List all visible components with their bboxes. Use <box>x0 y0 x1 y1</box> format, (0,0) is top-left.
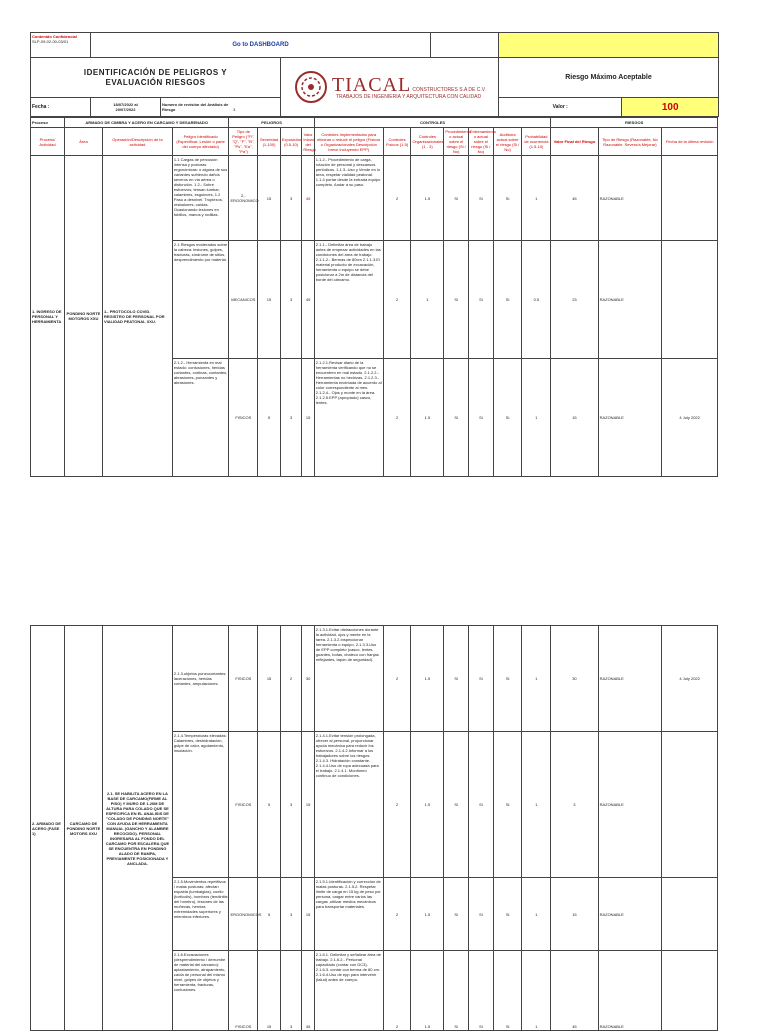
valor-inicial-cell: 45 <box>302 156 314 241</box>
peligro-cell: 2.1.3.objetos punzocortantes: laceraciones, heridas cortantes, amputaciones. <box>172 626 229 732</box>
c-fisicos-cell: 2 <box>383 878 411 951</box>
entr-cell: Si <box>469 156 494 241</box>
valor-final-cell: 3 <box>551 732 598 878</box>
entr-cell: Si <box>469 359 494 477</box>
proc-cell: Si <box>444 732 469 878</box>
exposicion-cell: 3 <box>280 951 302 1031</box>
exposicion-cell: 3 <box>280 359 302 477</box>
col-peligro: Peligro Identificado (Especificar: Lesión o parte del cuerpo afectado) <box>172 128 229 156</box>
controles-cell: 1.1.2.- Procedimiento de carga, rotación de personal y descansos periódicos. 1.1.3.-Uso y Vende en lo área, respetar vialidad peatonal. 1.1.4 portar desde la entrada equipo completo, Andar a su paso. <box>314 156 383 241</box>
table-row <box>31 626 718 732</box>
aud-cell: Si <box>493 359 522 477</box>
dashboard-link[interactable]: Go to DASHBOARD <box>232 42 289 48</box>
table-row <box>31 156 718 241</box>
entr-cell: Si <box>469 878 494 951</box>
severidad-cell: 5 <box>258 732 281 878</box>
fecha-cell <box>662 241 718 359</box>
tipo-riesgo-cell: RAZONABLE <box>598 951 662 1031</box>
peligro-cell: 2.1.6.Excavaciones (desprendimiento / derrumbe de material del cárcamo): aplastamiento, atrapamiento, caída de personal del mismo nivel, golpes de objetos y herramienta, fracturas, contusiones. <box>172 951 229 1031</box>
valor-final-cell: 45 <box>551 156 598 241</box>
tipo-cell: ERGONOMICOS <box>229 878 258 951</box>
header-table <box>30 32 719 117</box>
aud-cell: Si <box>493 951 522 1031</box>
valor-inicial-cell: 30 <box>302 626 314 732</box>
fecha-label: Fecha : <box>31 98 91 117</box>
peligro-cell: 2.1.5.Movimientos repetitivos / malas posturas: afectan espalda (lumbalgias), cuello (tortícolis), hombros (tendinitis del hombro), lesiones de las muñecas, hernias extremidades superiores y miembros inferiores. <box>172 878 229 951</box>
logo-suffix: CONSTRUCTORES S.A DE C.V <box>412 86 486 93</box>
area-cell: CARCAMO DE PONDING NORTE MOTORS XXU <box>64 626 102 1031</box>
operacion-cell: 1.- PROTOCOLO COVID. REGISTRO DE PERSONAL POR VIALIDAD PEATONAL XXU. <box>102 156 172 477</box>
col-severidad: Severidad (1-100) <box>258 128 281 156</box>
controles-cell: 2.1.6.1. Delimitar y señalizar área de trabajo. 2.1.6.2.- Personal capacitado (contar con DC3). 2.1.6.3. contar con berma de 80 cm. 2.1.6.4.Uso de epp para intervenir (talud) antes de cuerpo. <box>314 951 383 1031</box>
tipo-cell: FISICOS <box>229 359 258 477</box>
col-c-org: Controles Organizacionales (1 - 3) <box>411 128 444 156</box>
fecha-cell <box>662 878 718 951</box>
valor-final-cell: 15 <box>551 878 598 951</box>
peligro-cell: 2.1.2.- Herramienta en mal estado: contusiones, heridas cortantes, cortinas, contantes, abrasiones, punzantes y abrasiones. <box>172 359 229 477</box>
peligro-cell: 2.1.4.Temperaturas elevadas: Calambres, deshidratación, golpe de calor, agotamiento, insolación. <box>172 732 229 878</box>
proc-cell: Si <box>444 878 469 951</box>
proc-cell: Si <box>444 156 469 241</box>
prob-cell: 1 <box>522 878 551 951</box>
revision-value: 3 <box>233 107 236 112</box>
tipo-cell: FISICOS <box>229 951 258 1031</box>
valor-inicial-cell: 15 <box>302 878 314 951</box>
col-fecha: Fecha de la última revisión <box>662 128 718 156</box>
entr-cell: Si <box>469 951 494 1031</box>
valor-inicial-cell: 45 <box>302 241 314 359</box>
exposicion-cell: 2 <box>280 626 302 732</box>
yellow-banner <box>499 33 719 58</box>
fecha-cell <box>662 156 718 241</box>
risk-table-2 <box>30 625 718 1031</box>
fecha-value: 18/07/2022 al 20/07/2022 <box>91 98 161 117</box>
proc-cell: Si <box>444 951 469 1031</box>
c-org-cell: 1.5 <box>411 626 444 732</box>
tipo-cell: FISICOS <box>229 626 258 732</box>
severidad-cell: 15 <box>258 156 281 241</box>
col-aud: Auditoría actual sobre el riesgo (Si / No) <box>493 128 522 156</box>
c-fisicos-cell: 2 <box>383 732 411 878</box>
col-proc: Procedimiento o actual sobre el riesgo (Si / No) <box>445 129 471 154</box>
sheet-page-1 <box>30 32 718 477</box>
severidad-cell: 15 <box>258 951 281 1031</box>
aud-cell: Si <box>493 241 522 359</box>
valor-value: 100 <box>622 98 718 116</box>
valor-inicial-cell: 15 <box>302 732 314 878</box>
c-fisicos-cell: 2 <box>383 156 411 241</box>
peligro-cell: 2.1 Riesgos moderados sobre la cabeza: lesiones, golpes, fracturas, síndrome de sitios, desprendimiento por material. <box>172 241 229 359</box>
controles-cell: 2.1.5.1.Identificación y corrección de malas posturas. 2.1.5.2. Respetar límite de carga en 15 kg de peso por persona, cargar entre varios las cargas ,utilizar medios mecánicos para transportar materiales. <box>314 878 383 951</box>
severidad-cell: 5 <box>258 878 281 951</box>
proceso-cell: 2. ARMADO DE ACERO (FASE 1) <box>31 626 65 1031</box>
valor-final-cell: 45 <box>551 951 598 1031</box>
c-fisicos-cell: 2 <box>383 359 411 477</box>
risk-table-1 <box>30 117 718 477</box>
tipo-riesgo-cell: RAZONABLE <box>598 878 662 951</box>
severidad-cell: 15 <box>258 241 281 359</box>
valor-final-cell: 15 <box>551 359 598 477</box>
controles-header: CONTROLES <box>314 118 550 128</box>
doc-code: SLP-09-02-00-03/01 <box>32 39 69 44</box>
tipo-cell: FISICOS <box>229 732 258 878</box>
riesgos-header: RIESGOS <box>551 118 718 128</box>
riesgo-max-label: Riesgo Máximo Aceptable <box>499 58 719 98</box>
col-entr: Entrenamiento o actual sobre el riesgo (Si / No) <box>470 129 497 154</box>
col-exposicion: Exposición (0.5-10) <box>280 128 302 156</box>
exposicion-cell: 3 <box>280 732 302 878</box>
fecha-cell: 4 July 2022 <box>662 359 718 477</box>
col-prob: Probabilidad de ocurrencia (1.5-10) <box>522 128 551 156</box>
c-org-cell: 1.5 <box>411 732 444 878</box>
area-cell: PONDING NORTE MOTOROS XXU <box>64 156 102 477</box>
confidential-label: Contenido Confidencial <box>32 34 77 39</box>
col-controles: Controles Implementados para eliminar o reducir el peligro (Físicos o Organizacionales Descripción breve incluyendo EPP) <box>314 128 383 156</box>
tipo-riesgo-cell: RAZONABLE <box>598 626 662 732</box>
proc-cell: Si <box>444 241 469 359</box>
revision-cell <box>161 98 281 117</box>
entr-cell: Si <box>469 732 494 878</box>
tipo-riesgo-cell: RAZONABLE <box>598 241 662 359</box>
aud-cell: Si <box>493 732 522 878</box>
tipo-riesgo-cell: RAZONABLE <box>598 359 662 477</box>
valor-final-cell: 30 <box>551 626 598 732</box>
col-area: Área <box>64 128 102 156</box>
col-valor-inicial: Valor Inicial del Riesgo <box>302 128 314 156</box>
valor-cell <box>499 98 719 117</box>
col-valor-final: Valor Final del Riesgo <box>551 128 598 156</box>
aud-cell: Si <box>493 626 522 732</box>
controles-cell: 2.1.4.1.Evitar tensión prolongada, ofrecer al personal, proporcionar ayuda mecánica para reducir los esfuerzos. 2.1.4.2.Informar a los trabajadores sobre los riesgos. 2.1.4.3. Hidratación constante. 2.1.4.4.Uso de ropa adecuada para el trabajo. 2.1.4.1. Monitoreo continuo de condiciones. <box>314 732 383 878</box>
valor-inicial-cell: 15 <box>302 359 314 477</box>
c-org-cell: 1.5 <box>411 878 444 951</box>
c-org-cell: 1.5 <box>411 951 444 1031</box>
col-c-fisicos: Controles Físicos (1-5) <box>383 128 411 156</box>
column-header-row <box>31 128 718 156</box>
prob-cell: 1 <box>522 156 551 241</box>
c-org-cell: 1.5 <box>411 359 444 477</box>
valor-label: Valor : <box>552 103 568 110</box>
peligro-cell: 1.1 Cargas de percusión intensa y posturas ergonómicas: o alguna de sus variantes sufriendo daños severos en vía aérea o disfunción. 1.2.- Sobre esfuerzos, tensan lumbar, calambres, esguinces, 1.2 Paso a desnivel. Tropiezos, resbalones, caídas. Ocasionando lesiones en tobillos, manos y rodillas. <box>172 156 229 241</box>
proceso-label: Proceso <box>31 118 65 128</box>
tipo-cell: 2.- ERGONOMICO <box>229 156 258 241</box>
controles-cell: 2.1.1.- Delimitar área de trabajo antes de empezar actividades en las condiciones del área de trabajo. 2.1.1.2.- Bermas de 80cm 2.1.1.3.El material producto de excavación, herramienta o equipo se debe posicionar a 2m de distancia del borde del cárcamo. <box>314 241 383 359</box>
exposicion-cell: 3 <box>280 156 302 241</box>
controles-cell: 2.1.2.1.Revisar diario de la herramienta verificando que no se encuentren en mal estado. 2.1.2.2.-Herramientas no hechizas. 2.1.2.3.- Herramienta encintada de acuerdo al color correspondiente al mes. 2.1.2.4.- Ojos y monte en la área. 2.1.2.5.EPP (apropiado) casco, lentes. <box>314 359 383 477</box>
operacion-cell: 2.1. SE HABILITA ACERO EN LA BASE DE CARCAMO(FIRME AL PISO) Y MURO DE 1.20M DE ALTURA PARA COLADO QUE SE ESPECIFICA EN EL ANALISIS DE "COLADO DE PONDING NORTE" CON AYUDA DE HERRAMIENTA MANUAL (GANCHO Y ALAMBRE RECOCIDO). PERSONAL INGRESARA AL FONDO DEL CARCAMO POR ESCALERA QUE SE ENCUENTRA EN PONDING ALADO DE RAMPA, PREVIAMENTE POSICIONADA Y ANCLADA. <box>102 626 172 1031</box>
c-org-cell: 1 <box>411 241 444 359</box>
col-proceso: Proceso/ Actividad <box>31 128 65 156</box>
aud-cell: Si <box>493 878 522 951</box>
prob-cell: 1 <box>522 626 551 732</box>
aud-cell: Si <box>493 156 522 241</box>
entr-cell: Si <box>469 241 494 359</box>
col-tipo: Tipo de Peligro ("Fi", "Q", "F", "B", "Ps", "Ea", "Pa") <box>229 128 258 156</box>
tipo-riesgo-cell: RAZONABLE <box>598 732 662 878</box>
dashboard-cell <box>91 33 431 58</box>
prob-cell: 1 <box>522 359 551 477</box>
exposicion-cell: 3 <box>280 878 302 951</box>
proceso-cell: 1. INGRESO DE PERSONAL Y HERRAMIENTA <box>31 156 65 477</box>
logo-emblem-icon <box>294 70 328 104</box>
c-org-cell: 1.5 <box>411 156 444 241</box>
company-logo <box>281 58 499 117</box>
sheet-page-2 <box>30 625 718 1031</box>
proceso-value: ARMADO DE CIMBRA Y ACERO EN CARCAMO Y DESARENADO <box>64 118 229 128</box>
proc-cell: Si <box>444 359 469 477</box>
c-fisicos-cell: 2 <box>383 241 411 359</box>
page-title: IDENTIFICACIÓN DE PELIGROS Y EVALUACIÓN RIESGOS <box>31 58 281 98</box>
logo-name: TIACAL <box>331 73 412 96</box>
fecha-cell <box>662 732 718 878</box>
prob-cell: 1 <box>522 732 551 878</box>
severidad-cell: 15 <box>258 626 281 732</box>
fecha-cell <box>662 951 718 1031</box>
valor-inicial-cell: 45 <box>302 951 314 1031</box>
controles-cell: 2.1.3.1.Evitar distracciones durante la actividad, ojos y mente en la tarea. 2.1.3.2.Inspeccionar herramienta o equipo. 2.1.3.3.Uso de EPP completo (casco, lentes, guantes, botas, chaleco con franjas reflejantes, tapón de seguridad). <box>314 626 383 732</box>
tipo-cell: MECANICOS <box>229 241 258 359</box>
col-operacion: Operación/Descripción de la actividad <box>102 128 172 156</box>
logo-tagline: TRABAJOS DE INGENIERIA Y ARQUITECTURA CON CALIDAD <box>335 93 482 100</box>
proc-cell: Si <box>444 626 469 732</box>
peligros-header: PELIGROS <box>229 118 314 128</box>
prob-cell: 1 <box>522 951 551 1031</box>
entr-cell: Si <box>469 626 494 732</box>
revision-label: Numero de revisión del Análisis de Riesgo <box>162 102 229 112</box>
fecha-cell: 4 July 2022 <box>662 626 718 732</box>
severidad-cell: 5 <box>258 359 281 477</box>
prob-cell: 0.5 <box>522 241 551 359</box>
tipo-riesgo-cell: RAZONABLE <box>598 156 662 241</box>
valor-final-cell: 23 <box>551 241 598 359</box>
c-fisicos-cell: 2 <box>383 626 411 732</box>
c-fisicos-cell: 2 <box>383 951 411 1031</box>
col-tipo-riesgo: Tipo de Riesgo (Razonable, No Razonable, Severo/a Mejorar) <box>598 128 662 156</box>
confidential-cell <box>31 33 91 58</box>
exposicion-cell: 3 <box>280 241 302 359</box>
